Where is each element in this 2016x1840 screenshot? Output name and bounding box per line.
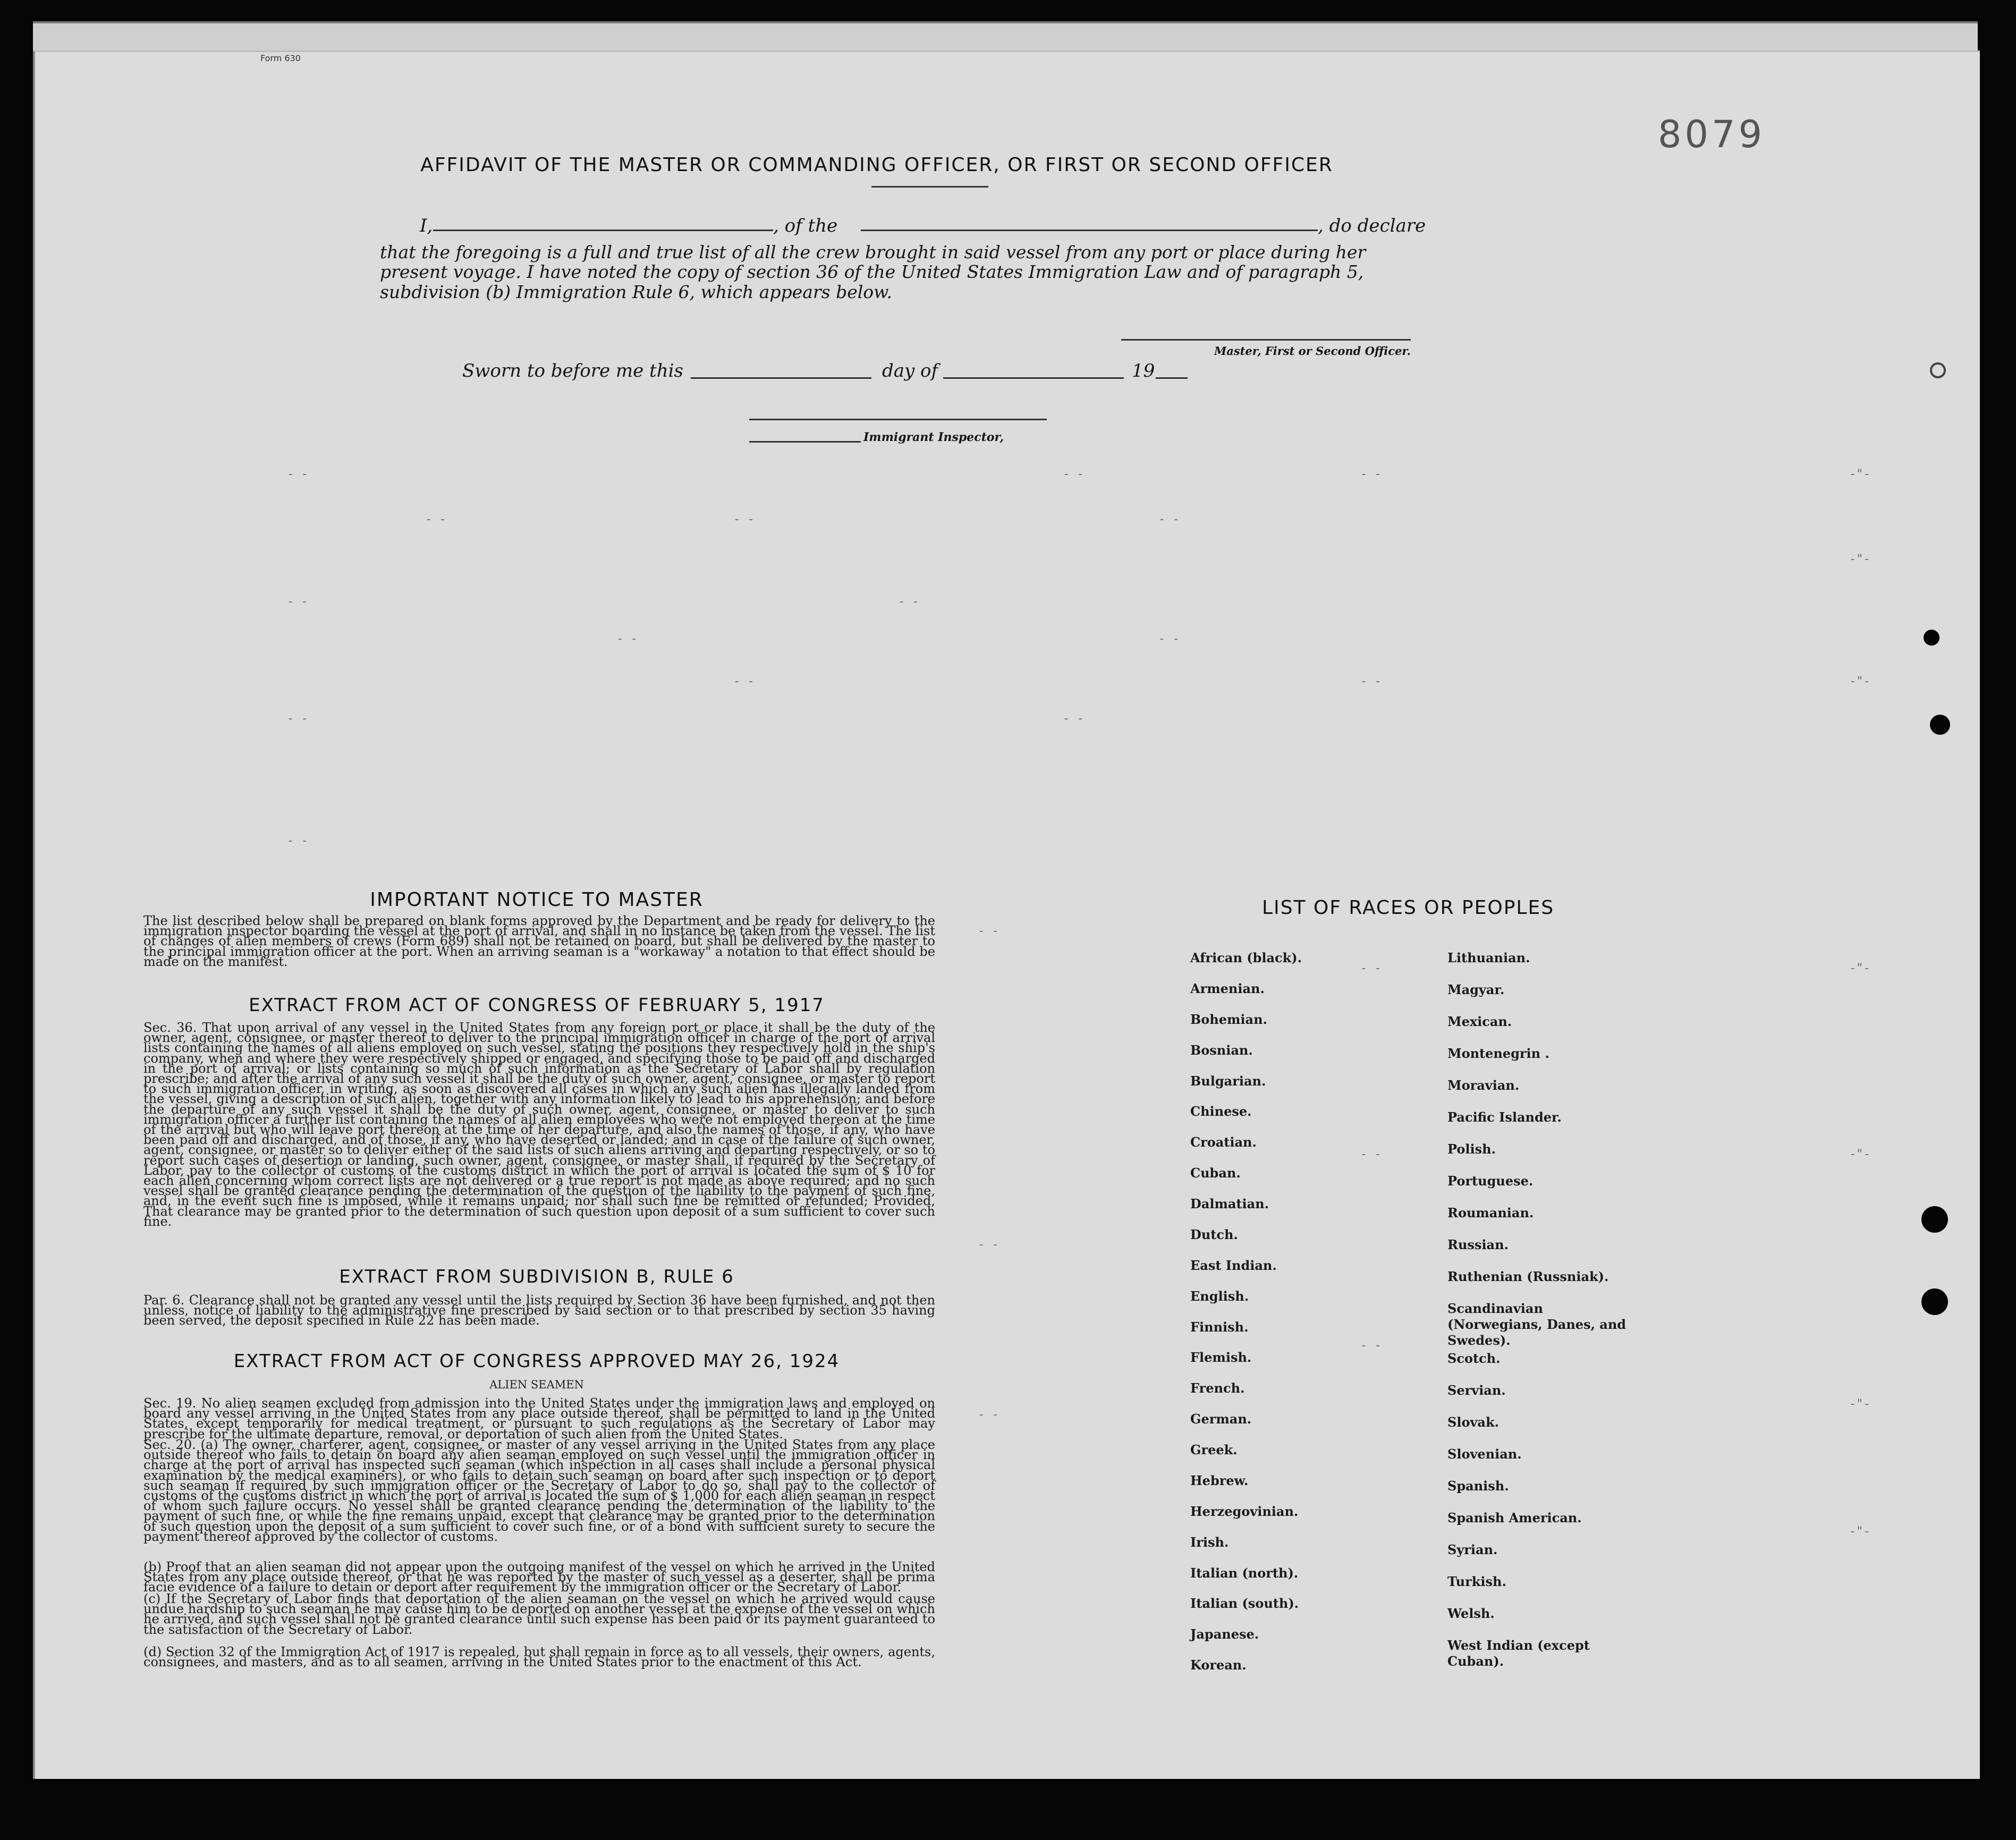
i-label: I, [420,215,433,236]
rank-field[interactable] [861,230,1318,231]
race-item: Pacific Islander. [1447,1109,1562,1125]
inspector-caption: Immigrant Inspector, [863,430,1004,444]
race-item: Dutch. [1190,1227,1238,1242]
extract-rule6-text: Par. 6. Clearance shall not be granted any vessel until the lists required by Section 36 have been furnished, and not then unless, notice of liability to the administrative fine prescribed by said section or to that prescribed by section 35 having been served, the deposit specified in Rule 22 has been made. [143,1293,935,1328]
race-item: Slovak. [1447,1414,1499,1430]
race-item: Croatian. [1190,1134,1257,1150]
sworn-label: Sworn to before me this [462,360,683,381]
race-item: Finnish. [1190,1319,1249,1335]
race-item: Polish. [1447,1141,1496,1157]
notice-text: The list described below shall be prepared on blank forms approved by the Department and be ready for delivery to the immigration inspector boarding the vessel at the port of arrival, and shall in no instance be taken from the vessel. The list of changes of alien members of crews (Form 689) shall not be retained on board, but shall be delivered by the master to the principal immigration officer at the port. When an arriving seaman is a "workaway" a notation to that effect should be made on the manifest. [143,913,935,969]
race-item: Bulgarian. [1190,1073,1266,1089]
race-item: Scotch. [1447,1351,1501,1366]
race-item: Chinese. [1190,1104,1252,1119]
race-item: Bohemian. [1190,1012,1267,1027]
extract-1924-sec20b: (b) Proof that an alien seaman did not appear upon the outgoing manifest of the vessel on which he arrived in the United States from any place outside thereof, or that he was reported by the master of such vessel as a deserter, shall be prima facie evidence of a failure to detain or deport after requirement by the immigration officer or the Secretary of Labor. [143,1559,935,1595]
binding-hole [1921,1288,1948,1315]
race-item: Italian (north). [1190,1565,1299,1581]
inspector-signature-rule [749,419,1047,420]
binding-hole [1930,715,1950,735]
extract-1924-sec20d: (d) Section 32 of the Immigration Act of 1917 is repealed, but shall remain in force as to all vessels, their owners, agents, consignees, and masters, and as to all seamen, arriving in the United States prior to the enactment of this Act. [143,1644,935,1670]
extract-rule6-title: EXTRACT FROM SUBDIVISION B, RULE 6 [339,1266,734,1287]
race-item: Armenian. [1190,981,1265,996]
race-item: English. [1190,1288,1249,1304]
race-item: Welsh. [1447,1606,1495,1621]
race-item: East Indian. [1190,1258,1277,1273]
year-label: 19 [1132,360,1155,381]
race-item: French. [1190,1380,1245,1396]
race-item: Montenegrin . [1447,1046,1549,1061]
race-item: Slovenian. [1447,1446,1522,1462]
race-item: Spanish American. [1447,1510,1582,1525]
extract-1917-text: Sec. 36. That upon arrival of any vessel in the United States from any foreign port or place it shall be the duty of the owner, agent, consignee, or master thereof to deliver to the principal immigration officer in charge of the port of arrival lists containing the names of all aliens employed on such vessel, stating the positions they respectively hold in the ship's company, when and where they were respectively shipped or engaged, and specifying those to be paid off and discharged in the port of arrival; or lists containing so much of such information as the Secretary of Labor shall by regulation prescribe; and after the arrival of any such vessel it shall be the duty of such owner, agent, consignee, or master to report to such immigration officer, in writing, as soon as discovered all cases in which any such alien has illegally landed from the vessel, giving a description of such alien, together with any information likely to lead to his apprehension; and before the departure of any such vessel it shall be the duty of such owner, agent, consignee, or master to deliver to such immigration officer a further list containing the names of all alien employees who were not employed thereon at the time of the arrival but who will leave port thereon at the time of her departure, and also the names of those, if any, who have been paid off and discharged, and of those, if any, who have deserted or landed; and in case of the failure of such owner, agent, consignee, or master so to deliver either of the said lists of such aliens arriving and departing respectively, or so to report such cases of desertion or landing, such owner, agent, consignee, or master shall, if required by the Secretary of Labor, pay to the collector of customs of the customs district in which the port of arrival is located the sum of $ 10 for each alien concerning whom correct lists are not delivered or a true report is not made as above required; and no such vessel shall be granted clearance pending the determination of the question of the liability to the payment of such fine, and, in the event such fine is imposed, while it remains unpaid; nor shall such fine be remitted or refunded; Provided, That clearance may be granted prior to the determination of such question upon deposit of a sum sufficient to cover such fine. [143,1020,935,1229]
race-item: Syrian. [1447,1542,1498,1557]
race-item: Bosnian. [1190,1042,1253,1058]
sworn-year-field[interactable] [1156,377,1188,379]
extract-1924-sec19: Sec. 19. No alien seamen excluded from admission into the United States under the immigration laws and employed on board any vessel arriving in the United States from any place outside thereof, shall be permitted to land in the United States, except temporarily for medical treatment, or pursuant to such regulations as the Secretary of Labor may prescribe for the ultimate departure, removal, or deportation of such alien from the United States. [143,1396,935,1442]
race-item: Roumanian. [1447,1205,1534,1220]
race-item: Dalmatian. [1190,1196,1269,1211]
affidavit-body-line-3: subdivision (b) Immigration Rule 6, which appears below. [380,282,892,302]
race-item: Scandinavian (Norwegians, Danes, and Swedes). [1447,1301,1627,1348]
race-item: Mexican. [1447,1014,1512,1029]
race-item: Servian. [1447,1383,1506,1398]
races-title: LIST OF RACES OR PEOPLES [1261,897,1555,919]
race-item: Portuguese. [1447,1173,1534,1189]
officer-signature-line[interactable] [1121,339,1411,341]
race-item: Moravian. [1447,1078,1520,1093]
form-number: Form 630 [260,53,301,63]
affidavit-title: AFFIDAVIT OF THE MASTER OR COMMANDING OFFICER, OR FIRST OR SECOND OFFICER [420,154,1333,176]
notice-title: IMPORTANT NOTICE TO MASTER [370,889,704,911]
extract-1924-sec20c: (c) If the Secretary of Labor finds that deportation of the alien seaman on the vessel on which he arrived would cause undue hardship to such seaman he may cause him to be deported on another vessel at the expense of the vessel on which he arrived, and such vessel shall not be granted clearance until such expense has been paid or its payment guaranteed to the satisfaction of the Secretary of Labor. [143,1591,935,1637]
sworn-day-field[interactable] [691,377,871,379]
race-item: Herzegovinian. [1190,1504,1299,1519]
sworn-month-field[interactable] [943,377,1124,379]
race-item: Russian. [1447,1237,1509,1252]
of-the-label: , of the [773,215,838,236]
binding-ring [1930,362,1946,378]
race-item: West Indian (except Cuban). [1447,1638,1590,1669]
race-item: Hebrew. [1190,1473,1249,1488]
race-item: Irish. [1190,1534,1229,1550]
affidavit-body-line-2: present voyage. I have noted the copy of section 36 of the United States Immigration Law and of paragraph 5, [380,261,1364,282]
binding-hole [1924,630,1939,646]
race-item: German. [1190,1411,1252,1427]
race-item: Turkish. [1447,1574,1506,1589]
race-item: Korean. [1190,1657,1247,1673]
stamp-number: 8079 [1658,113,1766,156]
extract-1924-title: EXTRACT FROM ACT OF CONGRESS APPROVED MAY 26, 1924 [233,1351,840,1372]
extract-1924-subtitle: ALIEN SEAMEN [489,1378,584,1391]
extract-1917-title: EXTRACT FROM ACT OF CONGRESS OF FEBRUARY 5, 1917 [249,995,825,1016]
race-item: African (black). [1190,950,1302,965]
race-item: Ruthenian (Russniak). [1447,1269,1609,1284]
affidavit-body-line-1: that the foregoing is a full and true list of all the crew brought in said vessel from any port or place during her [380,242,1366,262]
title-rule [871,186,988,188]
race-item: Magyar. [1447,982,1505,997]
race-item: Italian (south). [1190,1596,1299,1611]
race-item: Spanish. [1447,1478,1509,1494]
binding-hole [1921,1206,1948,1233]
do-declare-label: , do declare [1318,215,1426,236]
race-item: Greek. [1190,1442,1238,1457]
extract-1924-sec20a: Sec. 20. (a) The owner, charterer, agent, consignee, or master of any vessel arriving in the United States from any place outside thereof who fails to detain on board any alien seaman employed on such vessel until the immigration officer in charge at the port of arrival has inspected such seaman (which inspection in all cases shall include a personal physical examination by the medical examiners), or who fails to detain such seaman on board after such inspection or to deport such seaman if required by such immigration officer or the Secretary of Labor to do so, shall pay to the collector of customs of the customs district in which the port of arrival is located the sum of $ 1,000 for each alien seaman in respect of whom such failure occurs. No vessel shall be granted clearance pending the determination of the liability to the payment of such fine, or while the fine remains unpaid, except that clearance may be granted prior to the determination of such question upon the deposit of a sum sufficient to cover such fine, or of a bond with sufficient surety to secure the payment thereof approved by the collector of customs. [143,1437,935,1544]
race-item: Cuban. [1190,1165,1241,1181]
inspector-signature-line[interactable] [749,441,861,443]
officer-signature-caption: Master, First or Second Officer. [1214,344,1411,358]
race-item: Lithuanian. [1447,950,1530,965]
day-of-label: day of [882,360,938,381]
race-item: Flemish. [1190,1350,1252,1365]
name-field[interactable] [433,230,773,231]
race-item: Japanese. [1190,1626,1259,1642]
